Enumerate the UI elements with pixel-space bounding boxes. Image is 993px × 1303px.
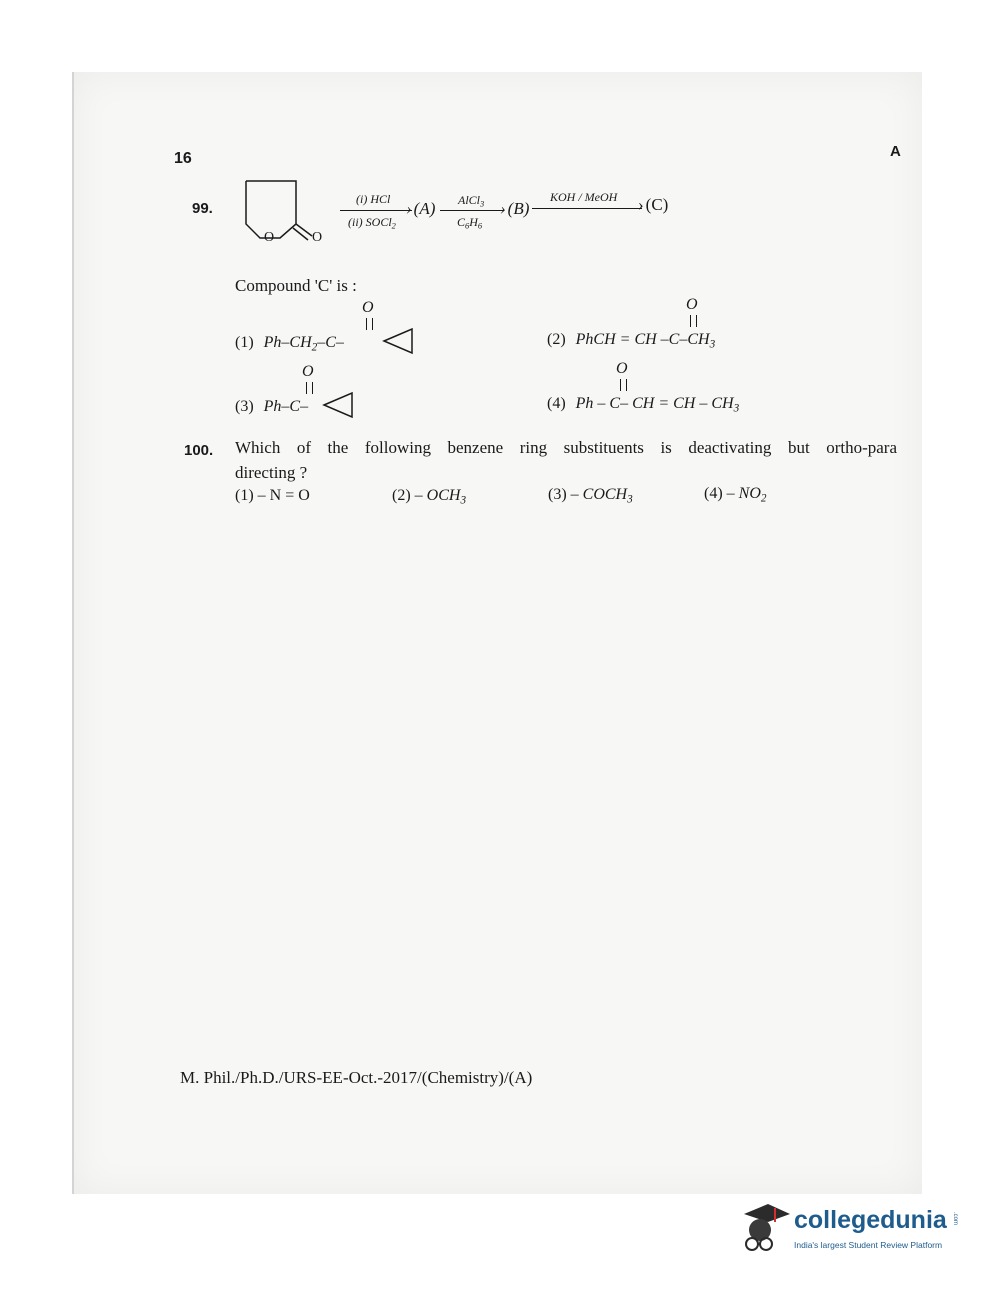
ring-oxygen: O [264,230,275,245]
q100-o2-sub: 3 [460,494,467,507]
reagent-2-bottom-sub2: 6 [477,221,483,231]
o1-sub: 2 [311,341,318,354]
q100-o4-sub: 2 [760,492,767,505]
set-code: A [890,143,901,160]
logo-com: .com [952,1212,958,1226]
reagent-1-top: (i) HCl [356,192,391,206]
o2-carbonyl-o: O [686,296,698,313]
logo-wordmark: collegedunia [794,1206,947,1234]
reagent-2-bottom-sub1: 6 [465,221,470,231]
o4-double-bond [620,379,627,391]
reagent-1-bottom: (ii) SOCl [348,215,392,229]
product-b: (B) [507,199,530,218]
q100-text-line2: directing ? [235,463,308,482]
q100-text-line1: Which of the following benzene ring substituents is deactivating but ortho-para [235,438,897,457]
o3-double-bond [306,382,313,394]
carbonyl-double-bond [293,228,308,240]
o4-carbonyl-o: O [616,360,628,377]
exam-page [72,72,922,1194]
reaction-arrow-2 [440,210,504,211]
q100-o2-text: – OCH [410,487,461,504]
reagent-3-top: KOH / MeOH [550,190,618,204]
q100-o3-text: – COCH [566,486,628,503]
product-a: (A) [413,199,436,218]
carbonyl-oxygen: O [312,230,323,245]
carbonyl-bond [296,224,312,236]
exam-footer: M. Phil./Ph.D./URS-EE-Oct.-2017/(Chemistry)/(A) [180,1068,533,1087]
o2-sub: 3 [709,338,716,351]
question-100-number: 100. [184,442,214,459]
q100-o4-label: (4) [704,485,723,502]
reagent-2-bottom-mid: H [469,215,478,229]
reagent-2-top-sub: 3 [480,199,485,209]
q100-o2-label: (2) [392,487,411,504]
o3-carbonyl-o: O [302,363,314,380]
o3-cyclopropyl-icon [322,390,356,420]
reagent-2-bottom: C [457,215,466,229]
o2-label: (2) [547,331,566,348]
o1-text: Ph–CH [263,334,312,351]
q100-option-1: (1) – N = O [235,487,310,504]
mascot-icon [738,1200,792,1260]
o1-carbonyl-o: O [362,299,374,316]
logo-tagline: India's largest Student Review Platform [794,1240,943,1250]
q99-prompt: Compound 'C' is : [235,276,357,295]
o3-label: (3) [235,398,254,415]
o3-text: Ph–C– [263,398,309,415]
o4-text: Ph – C– CH = CH – CH [575,395,734,412]
o1-double-bond [366,318,373,330]
reagent-2-top: AlCl [458,193,481,207]
o1-cyclopropyl-icon [382,326,416,356]
q100-o3-sub: 3 [627,493,633,506]
o2-text: PhCH = CH –C–CH [575,331,710,348]
o4-sub: 3 [733,402,740,415]
question-99-number: 99. [192,200,213,217]
reaction-arrow-1 [340,210,412,211]
o1-label: (1) [235,334,254,351]
reaction-arrow-3 [532,208,642,209]
collegedunia-logo [738,1198,968,1268]
q100-o4-text: – NO [722,485,761,502]
q100-o3-label: (3) [548,486,567,503]
o2-double-bond [690,315,697,327]
page-number: 16 [174,150,192,167]
product-c: (C) [645,195,669,214]
o1-tail: –C– [317,334,344,351]
reagent-1-bottom-sub: 2 [391,221,396,231]
o4-label: (4) [547,395,566,412]
